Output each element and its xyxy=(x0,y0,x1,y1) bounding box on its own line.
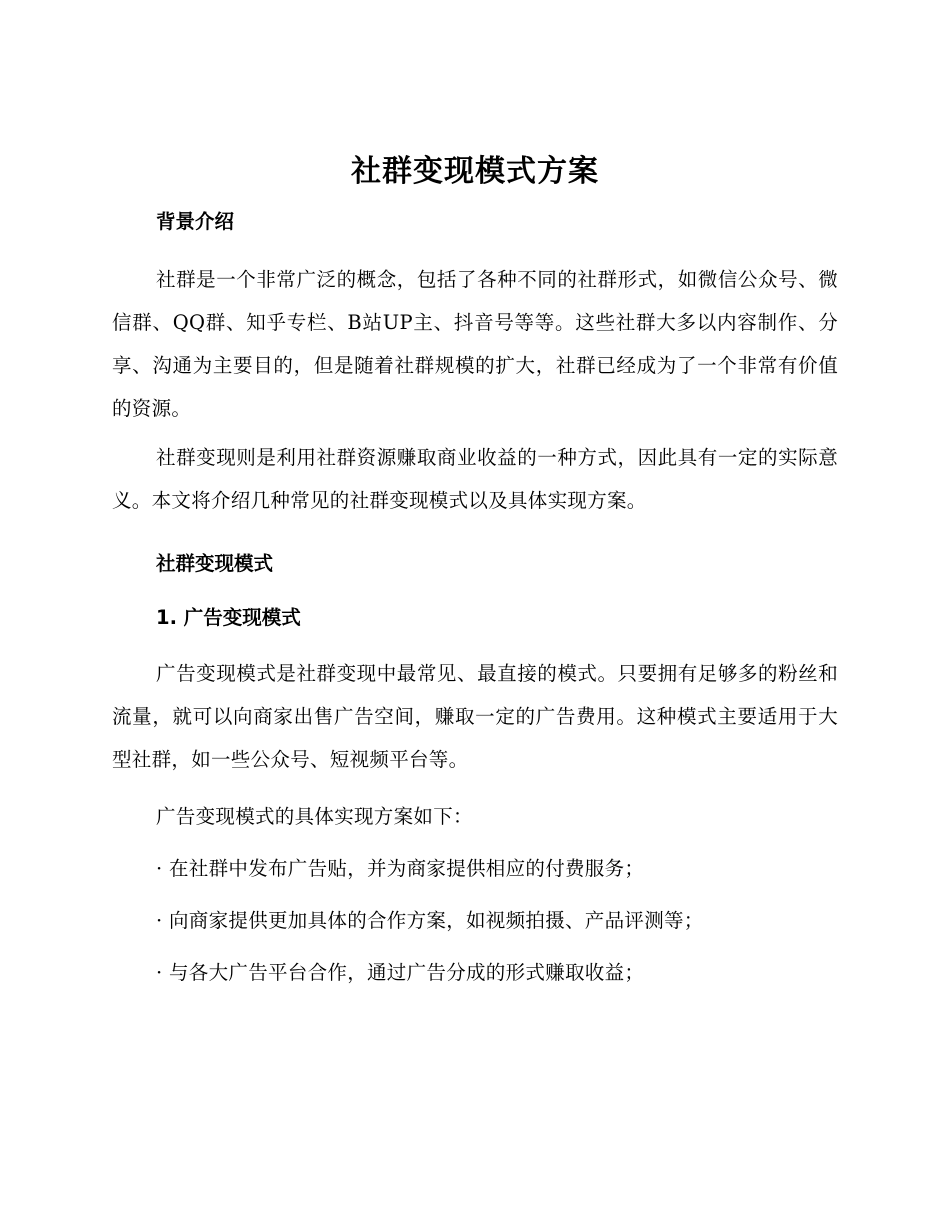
document-title: 社群变现模式方案 xyxy=(351,154,599,189)
section-heading-modes: 社群变现模式 xyxy=(156,552,274,575)
background-paragraph-2: 社群变现则是利用社群资源赚取商业收益的一种方式，因此具有一定的实际意义。本文将介绍几种常见的社群变现模式以及具体实现方案。 xyxy=(112,446,838,512)
subsection-heading-ads: 1. 广告变现模式 xyxy=(156,606,301,629)
section-heading-background: 背景介绍 xyxy=(156,210,235,233)
background-paragraph-1: 社群是一个非常广泛的概念，包括了各种不同的社群形式，如微信公众号、微信群、QQ群、知乎专栏、B站UP主、抖音号等等。这些社群大多以内容制作、分享、沟通为主要目的，但是随着社群规模的扩大，社群已经成为了一个非常有价值的资源。 xyxy=(112,268,838,420)
document-page xyxy=(112,150,838,987)
ads-bullet-1: · 在社群中发布广告贴，并为商家提供相应的付费服务； xyxy=(156,857,645,880)
ads-bullet-2: · 向商家提供更加具体的合作方案，如视频拍摄、产品评测等； xyxy=(156,909,704,932)
ads-paragraph-1: 广告变现模式是社群变现中最常见、最直接的模式。只要拥有足够多的粉丝和流量，就可以向商家出售广告空间，赚取一定的广告费用。这种模式主要适用于大型社群，如一些公众号、短视频平台等。 xyxy=(112,662,838,771)
ads-paragraph-2: 广告变现模式的具体实现方案如下： xyxy=(156,805,473,828)
ads-bullet-3: · 与各大广告平台合作，通过广告分成的形式赚取收益； xyxy=(156,961,645,984)
